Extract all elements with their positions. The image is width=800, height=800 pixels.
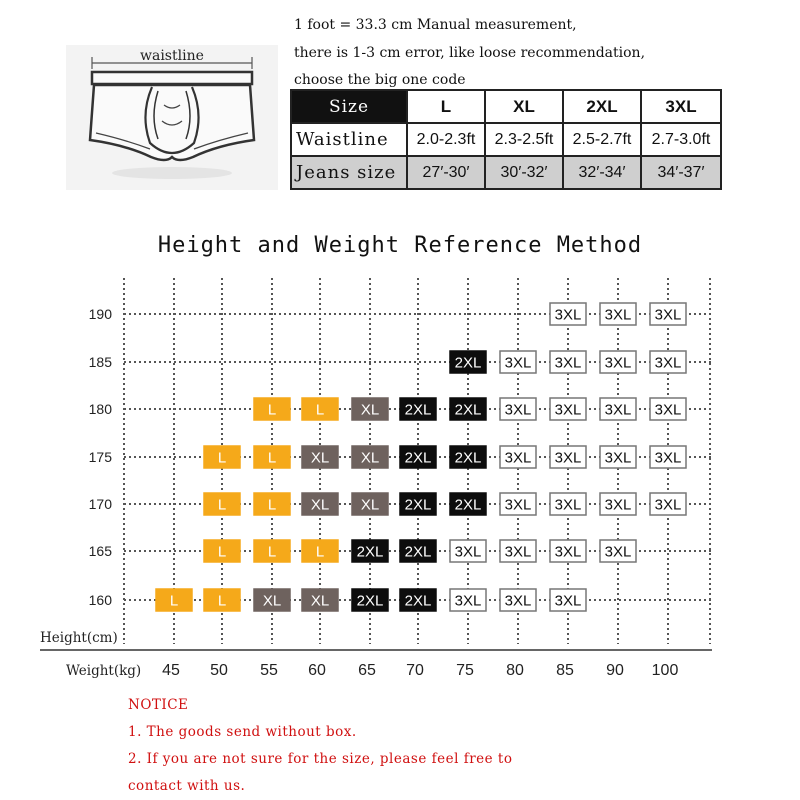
table-cell: 30′-32′ [485, 156, 563, 189]
size-badge-2xl [450, 493, 486, 515]
size-badge-3xl [550, 493, 586, 515]
badge-label: 3XL [504, 449, 532, 467]
x-tick-label: 100 [651, 662, 679, 679]
badge-label: 3XL [454, 543, 482, 561]
badge-label: XL [310, 496, 330, 514]
x-axis-label: Weight(kg) [66, 663, 142, 679]
badge-label: 3XL [654, 306, 682, 324]
size-badge-l [156, 589, 192, 611]
y-tick-label: 180 [88, 401, 112, 417]
badge-label: XL [310, 592, 330, 610]
badge-label: 2XL [356, 592, 384, 610]
badge-label: 3XL [554, 592, 582, 610]
size-badge-l [204, 493, 240, 515]
badge-label: L [315, 543, 325, 561]
table-cell: Waistline [291, 123, 407, 156]
size-badge-l [254, 398, 290, 420]
size-badge-2xl [450, 351, 486, 373]
size-badge-xl [254, 589, 290, 611]
size-badge-3xl [500, 398, 536, 420]
badge-label: 3XL [554, 496, 582, 514]
size-badge-3xl [550, 540, 586, 562]
x-tick-label: 50 [210, 662, 228, 679]
badge-label: 2XL [404, 543, 432, 561]
notice-line-3: contact with us. [128, 778, 246, 794]
size-badge-l [302, 540, 338, 562]
badge-label: 2XL [454, 496, 482, 514]
underwear-illustration [66, 45, 278, 190]
badge-label: 3XL [604, 306, 632, 324]
size-header-cell: XL [485, 90, 563, 123]
size-badge-3xl [550, 398, 586, 420]
notice-title: NOTICE [128, 697, 189, 713]
size-badge-xl [352, 493, 388, 515]
badge-label: 3XL [504, 354, 532, 372]
x-tick-label: 60 [308, 662, 326, 679]
size-badge-3xl [650, 493, 686, 515]
size-badge-3xl [650, 398, 686, 420]
size-badge-2xl [450, 446, 486, 468]
badge-label: 3XL [654, 401, 682, 419]
badge-label: 2XL [454, 354, 482, 372]
y-tick-label: 160 [88, 592, 112, 608]
y-tick-label: 190 [88, 306, 112, 322]
badge-label: L [217, 449, 227, 467]
size-badge-3xl [600, 351, 636, 373]
size-badge-3xl [600, 493, 636, 515]
x-tick-label: 65 [358, 662, 376, 679]
badge-label: XL [360, 449, 380, 467]
badge-label: 3XL [554, 354, 582, 372]
badge-label: L [267, 449, 277, 467]
badge-label: 2XL [404, 496, 432, 514]
badge-label: L [267, 543, 277, 561]
badge-label: L [217, 592, 227, 610]
badge-label: 2XL [404, 449, 432, 467]
size-badge-3xl [500, 493, 536, 515]
badge-label: L [217, 543, 227, 561]
badge-label: XL [262, 592, 282, 610]
badge-label: 3XL [504, 543, 532, 561]
size-badge-3xl [500, 351, 536, 373]
badge-label: 2XL [404, 592, 432, 610]
size-badge-3xl [650, 303, 686, 325]
badge-label: 3XL [554, 401, 582, 419]
badge-label: 2XL [454, 401, 482, 419]
badge-label: 2XL [404, 401, 432, 419]
badge-label: 3XL [604, 543, 632, 561]
badge-label: 3XL [604, 401, 632, 419]
y-axis-label: Height(cm) [40, 630, 118, 646]
size-header-cell: 2XL [563, 90, 641, 123]
x-tick-label: 85 [556, 662, 574, 679]
size-badge-xl [352, 398, 388, 420]
badge-label: XL [310, 449, 330, 467]
x-tick-label: 55 [260, 662, 278, 679]
size-badge-3xl [500, 540, 536, 562]
badge-label: 3XL [454, 592, 482, 610]
size-badge-3xl [600, 446, 636, 468]
badge-label: 3XL [654, 354, 682, 372]
badge-label: 2XL [454, 449, 482, 467]
table-cell: 32′-34′ [563, 156, 641, 189]
size-header-cell: Size [291, 90, 407, 123]
badge-label: 2XL [356, 543, 384, 561]
x-tick-label: 75 [456, 662, 474, 679]
badge-label: 3XL [654, 449, 682, 467]
size-badge-2xl [400, 398, 436, 420]
table-cell: 2.3-2.5ft [485, 123, 563, 156]
table-cell: 2.5-2.7ft [563, 123, 641, 156]
badge-label: XL [360, 401, 380, 419]
badge-label: 3XL [504, 592, 532, 610]
size-badge-3xl [500, 446, 536, 468]
size-badge-2xl [352, 540, 388, 562]
size-badge-3xl [550, 351, 586, 373]
size-badge-3xl [600, 540, 636, 562]
size-badge-l [204, 446, 240, 468]
size-badge-2xl [400, 540, 436, 562]
size-badge-3xl [600, 398, 636, 420]
size-badge-3xl [650, 351, 686, 373]
size-badge-l [204, 540, 240, 562]
size-badge-3xl [550, 446, 586, 468]
chart-title: Height and Weight Reference Method [157, 233, 643, 258]
size-badge-xl [352, 446, 388, 468]
size-badge-2xl [352, 589, 388, 611]
notice-line-2: 2. If you are not sure for the size, please feel free to [128, 751, 513, 767]
size-badge-xl [302, 589, 338, 611]
table-cell: 2.0-2.3ft [407, 123, 485, 156]
size-badge-2xl [400, 493, 436, 515]
size-chart [0, 270, 800, 690]
size-badge-3xl [600, 303, 636, 325]
badge-label: 3XL [504, 401, 532, 419]
size-badge-3xl [450, 540, 486, 562]
badge-label: L [267, 401, 277, 419]
x-tick-label: 90 [606, 662, 624, 679]
note-line-2: there is 1-3 cm error, like loose recommendation, [294, 45, 646, 61]
table-cell: 27′-30′ [407, 156, 485, 189]
badge-label: 3XL [604, 449, 632, 467]
y-tick-label: 165 [88, 543, 112, 559]
y-tick-label: 185 [88, 354, 112, 370]
size-header-cell: 3XL [641, 90, 721, 123]
notice-line-1: 1. The goods send without box. [128, 724, 357, 740]
y-tick-label: 170 [88, 496, 112, 512]
size-badge-3xl [650, 446, 686, 468]
waistline-label: waistline [140, 48, 204, 64]
size-header-cell: L [407, 90, 485, 123]
waistline-row [291, 123, 721, 156]
size-badge-l [302, 398, 338, 420]
x-tick-label: 45 [162, 662, 180, 679]
size-badge-l [254, 540, 290, 562]
badge-label: 3XL [654, 496, 682, 514]
badge-label: 3XL [604, 496, 632, 514]
size-badge-2xl [400, 589, 436, 611]
size-badge-3xl [550, 303, 586, 325]
size-badge-xl [302, 493, 338, 515]
badge-label: 3XL [554, 306, 582, 324]
size-table [290, 89, 722, 190]
badge-label: 3XL [604, 354, 632, 372]
table-cell: 2.7-3.0ft [641, 123, 721, 156]
size-badge-3xl [450, 589, 486, 611]
size-badge-l [254, 446, 290, 468]
badge-label: L [267, 496, 277, 514]
size-badge-2xl [450, 398, 486, 420]
table-cell: 34′-37′ [641, 156, 721, 189]
size-badge-xl [302, 446, 338, 468]
size-badge-l [204, 589, 240, 611]
table-cell: Jeans size [291, 156, 407, 189]
x-tick-label: 80 [506, 662, 524, 679]
badge-label: 3XL [554, 543, 582, 561]
size-badge-3xl [500, 589, 536, 611]
note-line-3: choose the big one code [294, 72, 466, 88]
x-tick-label: 70 [406, 662, 424, 679]
size-badge-l [254, 493, 290, 515]
badge-label: 3XL [554, 449, 582, 467]
size-table-header-row [291, 90, 721, 123]
size-badge-2xl [400, 446, 436, 468]
badge-label: L [217, 496, 227, 514]
badge-label: 3XL [504, 496, 532, 514]
jeans-size-row [291, 156, 721, 189]
underwear-icon [66, 45, 278, 190]
note-line-1: 1 foot = 33.3 cm Manual measurement, [294, 17, 577, 33]
badge-label: XL [360, 496, 380, 514]
badge-label: L [169, 592, 179, 610]
badge-label: L [315, 401, 325, 419]
size-badge-3xl [550, 589, 586, 611]
y-tick-label: 175 [88, 449, 112, 465]
